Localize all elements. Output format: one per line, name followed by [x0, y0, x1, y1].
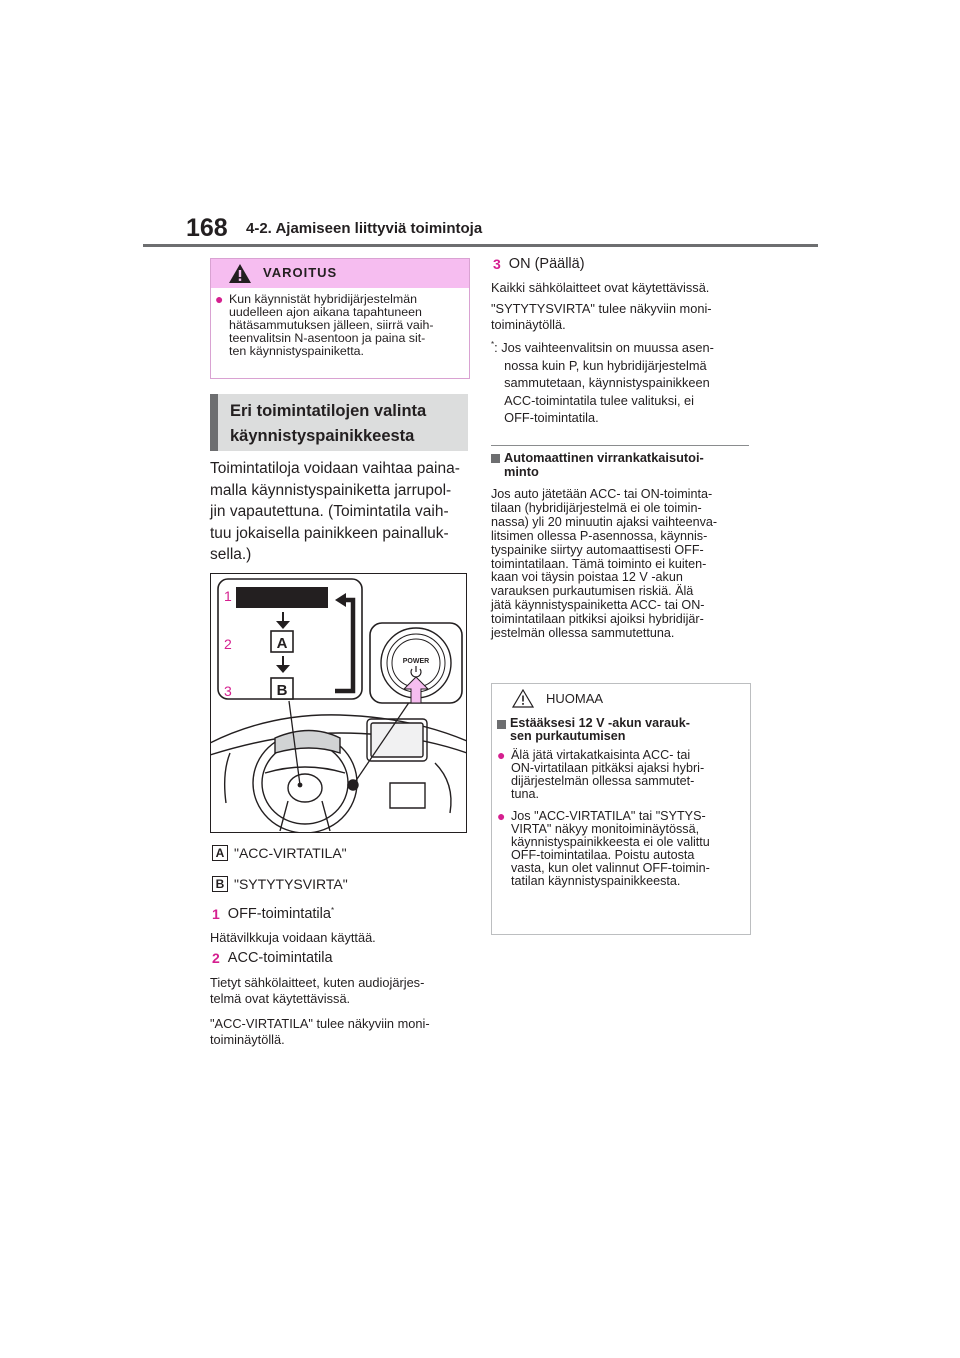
step-1-title	[212, 906, 334, 922]
notice-line: ON-virtatilaan pitkäksi ajaksi hybri-	[511, 761, 705, 775]
legend-b-letter: B	[212, 876, 228, 892]
bullet-icon: ●	[215, 291, 224, 307]
notice-line: VIRTA" näkyy monitoiminäytössä,	[511, 822, 700, 836]
chapter-title: 4-2. Ajamiseen liittyviä toimintoja	[246, 220, 483, 237]
warning-line: ten käynnistyspainiketta.	[229, 344, 364, 358]
illustration-svg	[210, 573, 467, 833]
header-rule	[143, 244, 818, 247]
auto-off-line: Jos auto jätetään ACC- tai ON-toiminta-	[491, 487, 713, 501]
warning-box	[210, 258, 470, 379]
step-2-body-2	[210, 1016, 472, 1048]
step-3-label: ON (Päällä)	[508, 256, 585, 272]
notice-body	[497, 717, 745, 888]
notice-bullet-2	[497, 810, 745, 888]
step-2-line: "ACC-VIRTATILA" tulee näkyviin moni-	[210, 1016, 430, 1031]
footnote-mark: *	[491, 340, 495, 349]
step-2-number: 2	[212, 950, 220, 966]
section-heading-line: käynnistyspainikkeesta	[230, 427, 415, 445]
footnote-line: : Jos vaihteenvalitsin on muussa asen-	[494, 340, 714, 355]
auto-off-line: litsimen ollessa P-asennossa, käynnis-	[491, 528, 708, 543]
notice-header	[492, 684, 750, 714]
auto-off-line: tyspainike siirtyy automaattisesti OFF-	[491, 542, 704, 557]
step-1-number: 1	[212, 906, 220, 922]
auto-off-line: kaan voi täysin poistaa 12 V -akun	[491, 570, 683, 585]
footnote-line: ACC-toimintatila tulee valituksi, ei	[504, 392, 695, 408]
step-3-line: toiminäytöllä.	[491, 317, 566, 332]
notice-subheading	[497, 717, 745, 743]
warning-text	[215, 293, 465, 358]
footnote-line: nossa kuin P, kun hybridijärjestelmä	[504, 357, 707, 373]
notice-subheading-line: Estääksesi 12 V -akun varauk-	[510, 716, 690, 730]
auto-off-title-line: Automaattinen virrankatkaisutoi-	[504, 450, 704, 465]
page-number: 168	[186, 214, 228, 242]
intro-line: jin vapautettuna. (Toimintatila vaih-	[210, 503, 449, 520]
bullet-icon: ●	[497, 747, 506, 763]
notice-box	[491, 683, 751, 935]
step-3-number: 3	[493, 256, 501, 272]
auto-off-line: nassa) yli 20 minuutin ajaksi vaihteenva-	[491, 514, 718, 529]
figure-box-a: A	[276, 635, 288, 652]
step-2-body-1	[210, 975, 472, 1007]
warning-line: Kun käynnistät hybridijärjestelmän	[229, 292, 418, 306]
notice-line: dijärjestelmän ollessa sammutet-	[511, 774, 695, 788]
step-2-title	[212, 950, 333, 966]
figure-step-2: 2	[224, 636, 232, 652]
warning-title: VAROITUS	[263, 265, 338, 280]
footnote	[491, 339, 749, 427]
square-bullet-icon	[497, 720, 506, 729]
step-2-line: toiminäytöllä.	[210, 1032, 285, 1047]
notice-subheading-line: sen purkautumisen	[510, 729, 626, 743]
section-heading	[210, 394, 468, 451]
notice-line: OFF-toimintatilaa. Poistu autosta	[511, 848, 695, 862]
auto-off-body	[491, 488, 749, 641]
legend-a-letter: A	[212, 845, 228, 861]
notice-line: Jos "ACC-VIRTATILA" tai "SYTYS-	[511, 809, 706, 823]
intro-line: Toimintatiloja voidaan vaihtaa paina-	[210, 460, 460, 477]
square-bullet-icon	[491, 454, 500, 463]
intro-line: malla käynnistyspainiketta jarrupol-	[210, 481, 452, 499]
legend-a	[212, 845, 347, 861]
auto-off-line: toimintatilaan. Tämä toiminto ei kuiten-	[491, 556, 707, 571]
step-1-footnote-mark: *	[330, 906, 335, 915]
bullet-icon: ●	[497, 808, 506, 824]
section-heading-line: Eri toimintatilojen valinta	[230, 402, 427, 420]
intro-line: tuu jokaisella painikkeen painalluk-	[210, 524, 449, 542]
footnote-line: OFF-toimintatila.	[504, 410, 599, 425]
step-3-title	[493, 256, 585, 272]
step-1-label: OFF-toimintatila	[227, 906, 331, 922]
legend-a-text: "ACC-VIRTATILA"	[234, 845, 347, 861]
figure-step-3: 3	[224, 683, 232, 699]
warning-line: uudelleen ajon aikana tapahtuneen	[229, 305, 422, 319]
figure-step-1: 1	[224, 588, 232, 604]
notice-line: Älä jätä virtakatkaisinta ACC- tai	[511, 748, 691, 762]
auto-off-line: tilaan (hybridijärjestelmä ei ole toimin-	[491, 500, 702, 515]
notice-bullet-1	[497, 749, 745, 801]
auto-off-line: jätä käynnistyspainiketta ACC- tai ON-	[491, 598, 705, 613]
step-3-body-1: Kaikki sähkölaitteet ovat käytettävissä.	[491, 280, 710, 295]
caution-triangle-icon	[512, 689, 534, 708]
warning-line: hätäsammutuksen jälleen, siirrä vaih-	[229, 318, 434, 332]
notice-line: tatilan käynnistyspainikkeesta.	[511, 874, 681, 888]
figure-box-b: B	[276, 682, 288, 699]
power-button-label: POWER	[402, 658, 430, 665]
legend-b	[212, 876, 348, 892]
auto-off-line: toimintatilaan pitkiksi ajoiksi hybridijär-	[491, 612, 704, 627]
warning-line: teenvalitsin N-asentoon ja paina sit-	[229, 331, 426, 345]
legend-b-text: "SYTYTYSVIRTA"	[234, 876, 348, 892]
auto-off-line: varauksen purkautumisen riskiä. Älä	[491, 584, 694, 599]
auto-off-line: jestelmän ollessa sammutettuna.	[491, 626, 675, 641]
step-2-line: telmä ovat käytettävissä.	[210, 991, 351, 1006]
step-1-body: Hätävilkkuja voidaan käyttää.	[210, 930, 376, 945]
intro-paragraph	[210, 458, 472, 566]
warning-triangle-icon	[228, 263, 252, 284]
section-divider	[491, 445, 749, 446]
notice-line: tuna.	[511, 787, 540, 801]
intro-line: sella.)	[210, 546, 252, 563]
step-3-body-2	[491, 301, 749, 333]
notice-line: käynnistyspainikkeesta ei ole valittu	[511, 835, 710, 849]
auto-off-title-line: minto	[504, 464, 539, 479]
step-2-line: Tietyt sähkölaitteet, kuten audiojärjes-	[210, 975, 425, 990]
step-2-label: ACC-toimintatila	[227, 950, 333, 966]
step-3-line: "SYTYTYSVIRTA" tulee näkyviin moni-	[491, 301, 712, 316]
warning-header	[211, 259, 469, 288]
auto-off-heading	[491, 451, 749, 479]
notice-line: vasta, kun olet valinnut OFF-toimin-	[511, 861, 710, 875]
notice-title: HUOMAA	[546, 691, 604, 706]
power-switch-illustration	[210, 573, 467, 833]
footnote-line: sammutetaan, käynnistyspainikkeen	[504, 375, 710, 390]
